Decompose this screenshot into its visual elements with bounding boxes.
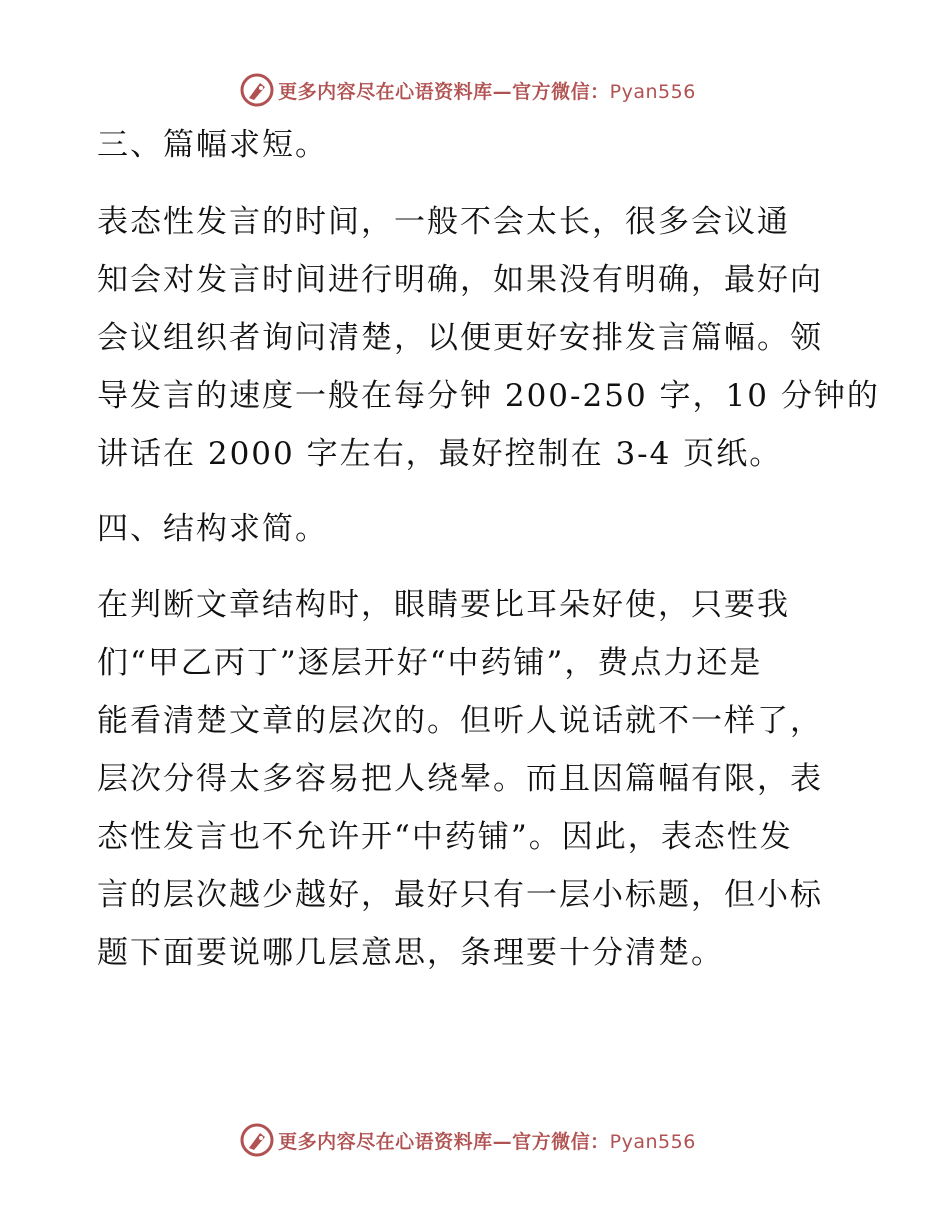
paragraph-line: 会议组织者询问清楚，以便更好安排发言篇幅。领: [97, 320, 823, 356]
paragraph-line: 题下面要说哪几层意思，条理要十分清楚。: [97, 935, 724, 971]
paragraph-line: 层次分得太多容易把人绕晕。而且因篇幅有限，表: [97, 761, 823, 797]
section-heading: 四、结构求简。: [97, 511, 328, 547]
watermark-text: 更多内容尽在心语资料库—官方微信：Pyan556: [278, 80, 696, 103]
paragraph-line: 言的层次越少越好，最好只有一层小标题，但小标: [97, 877, 823, 913]
wechat-id: Pyan556: [609, 80, 696, 103]
paragraph-line: 讲话在 2000 字左右，最好控制在 3-4 页纸。: [97, 436, 783, 472]
watermark-text: 更多内容尽在心语资料库—官方微信：Pyan556: [278, 1130, 696, 1153]
footer-watermark: [0, 1120, 950, 1160]
paragraph-line: 表态性发言的时间，一般不会太长，很多会议通: [97, 204, 790, 240]
pen-nib-logo-icon: [240, 73, 274, 107]
paragraph-line: 导发言的速度一般在每分钟 200-250 字，10 分钟的: [97, 378, 880, 414]
section-heading: 三、篇幅求短。: [97, 127, 328, 163]
paragraph-line: 在判断文章结构时，眼睛要比耳朵好使，只要我: [97, 587, 790, 623]
paragraph-line: 知会对发言时间进行明确，如果没有明确，最好向: [97, 262, 823, 298]
pen-nib-logo-icon: [240, 1123, 274, 1157]
paragraph-line: 态性发言也不允许开“中药铺”。因此，表态性发: [97, 819, 793, 855]
paragraph-line: 能看清楚文章的层次的。但听人说话就不一样了，: [97, 703, 823, 739]
header-watermark: [0, 70, 950, 110]
wechat-id: Pyan556: [609, 1130, 696, 1153]
paragraph-line: 们“甲乙丙丁”逐层开好“中药铺”，费点力还是: [97, 645, 763, 681]
